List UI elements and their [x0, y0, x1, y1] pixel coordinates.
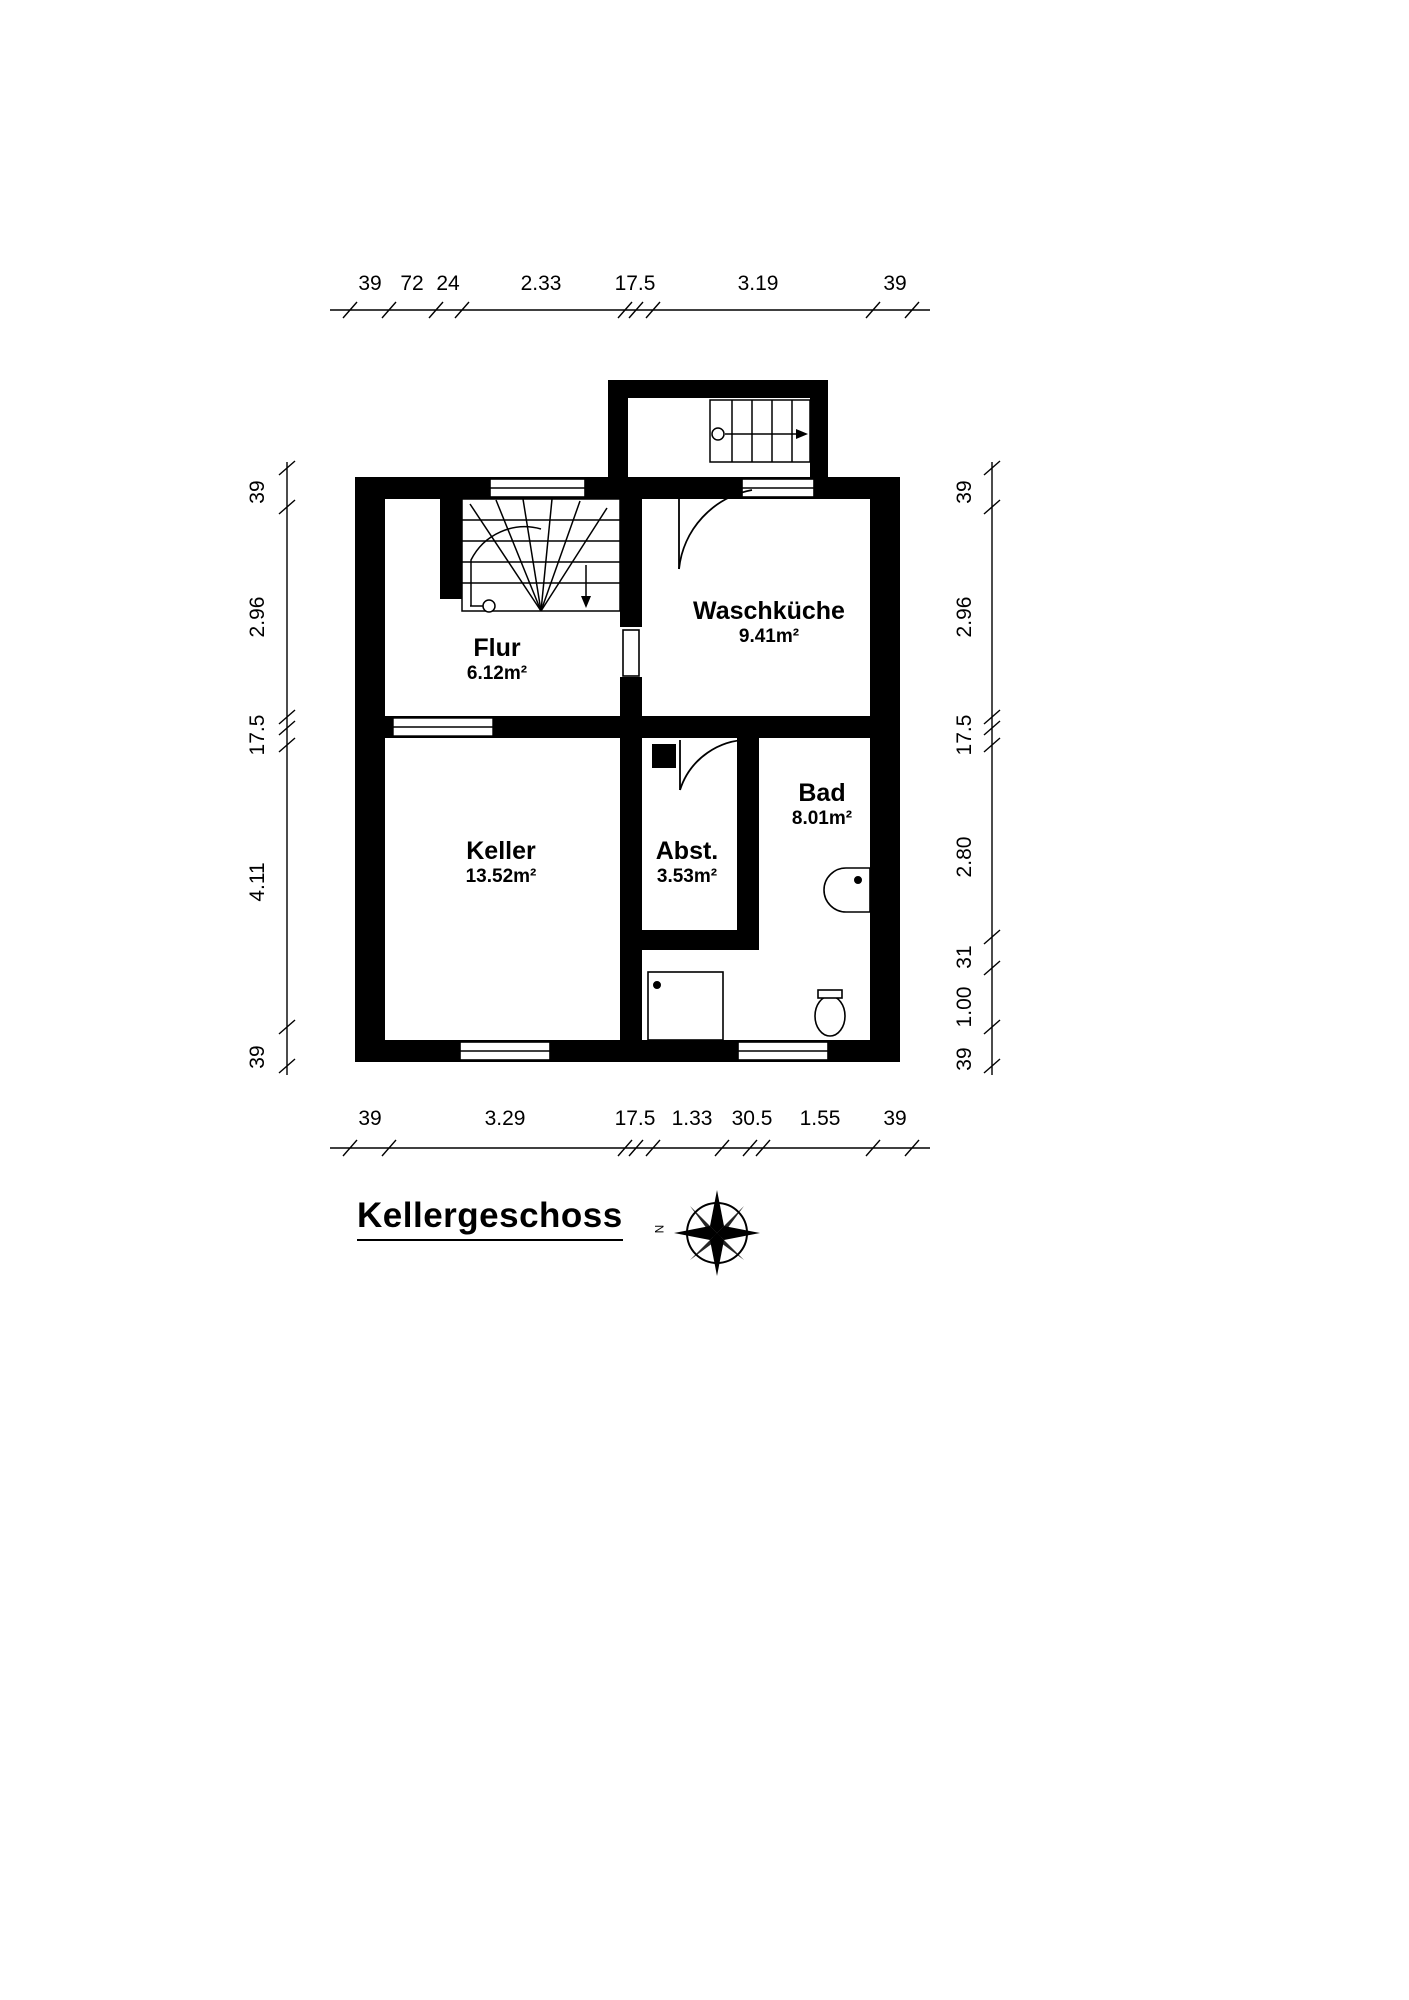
- room-area: 3.53m²: [656, 865, 718, 887]
- room-name: Waschküche: [693, 597, 845, 625]
- dimension-right-5: 1.00: [953, 986, 976, 1028]
- room-label-bad: [742, 779, 902, 831]
- dimension-top-5: 3.19: [737, 272, 779, 295]
- dimension-right-3: 2.80: [953, 836, 976, 878]
- room-label-keller: [401, 837, 601, 889]
- compass-north-label: N: [652, 1224, 667, 1234]
- compass-rose-icon: [674, 1190, 760, 1276]
- room-name: Abst.: [655, 837, 719, 865]
- dimension-right-6: 39: [953, 1047, 976, 1071]
- dimension-bottom-3: 1.33: [671, 1107, 713, 1130]
- dimension-right-2: 17.5: [953, 714, 976, 756]
- dimension-top-4: 17.5: [614, 272, 656, 295]
- room-area: 8.01m²: [791, 807, 853, 829]
- room-name: Flur: [473, 634, 521, 662]
- dimension-top-3: 2.33: [520, 272, 562, 295]
- room-name: Bad: [798, 779, 846, 807]
- dimension-left-1: 2.96: [246, 596, 269, 638]
- room-area: 13.52m²: [465, 865, 537, 887]
- dimension-bottom-1: 3.29: [484, 1107, 526, 1130]
- dimension-right-1: 2.96: [953, 596, 976, 638]
- room-label-abstellraum: [607, 837, 767, 889]
- dimension-left-0: 39: [246, 480, 269, 504]
- dimension-left-4: 39: [246, 1045, 269, 1069]
- room-area: 6.12m²: [466, 662, 528, 684]
- dimension-bottom-6: 39: [883, 1107, 907, 1130]
- room-label-flur: [397, 634, 597, 686]
- page-title: Kellergeschoss: [357, 1196, 623, 1241]
- dimension-right-4: 31: [953, 945, 976, 969]
- dimension-top-0: 39: [358, 272, 382, 295]
- dimension-lines-left: [279, 461, 295, 1075]
- dimension-lines-bottom: [330, 1140, 930, 1156]
- dimension-bottom-5: 1.55: [799, 1107, 841, 1130]
- dimension-left-3: 4.11: [246, 862, 269, 902]
- dimension-top-6: 39: [883, 272, 907, 295]
- dimension-left-2: 17.5: [246, 714, 269, 756]
- dimension-top-1: 72: [400, 272, 424, 295]
- dimension-bottom-2: 17.5: [614, 1107, 656, 1130]
- room-label-waschkueche: [644, 597, 894, 649]
- dimension-lines-top: [330, 302, 930, 318]
- stairs-exterior: [710, 400, 810, 462]
- room-area: 9.41m²: [738, 625, 800, 647]
- dimension-top-2: 24: [436, 272, 460, 295]
- dimension-right-0: 39: [953, 480, 976, 504]
- room-name: Keller: [466, 837, 536, 865]
- stairs-main: [462, 499, 620, 612]
- dimension-bottom-4: 30.5: [731, 1107, 773, 1130]
- dimension-lines-right: [984, 461, 1000, 1075]
- dimension-bottom-0: 39: [358, 1107, 382, 1130]
